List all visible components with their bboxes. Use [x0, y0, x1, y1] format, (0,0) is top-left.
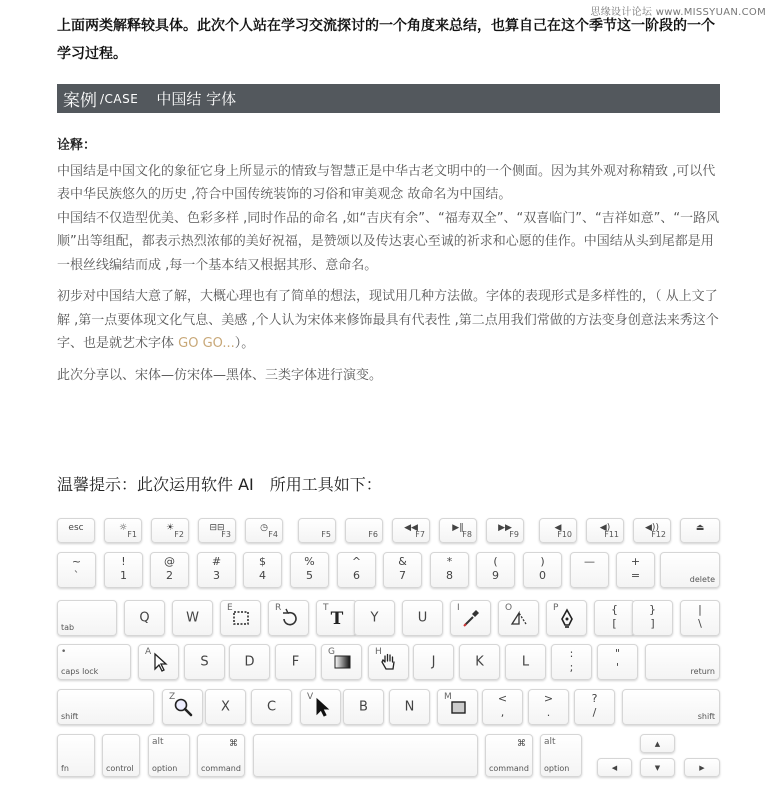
- key-label: shift: [61, 712, 79, 721]
- annotation-paragraph-2: 中国结不仅造型优美、色彩多样 ,同时作品的命名 ,如“吉庆有余”、“福寿双全”、“双喜临门”、“吉祥如意”、“一路风顺”出等组配，都表示热烈浓郁的美好祝福，是赞颂以及传达衷心至诚的祈求和心愿的佳作。中国结从头到尾都是用一根丝线编结而成 ,每一个基本结又根据其形、意命名。: [57, 210, 720, 273]
- key-label-top: |: [698, 603, 702, 616]
- key-u[interactable]: [402, 600, 443, 636]
- key-label: K: [475, 654, 484, 670]
- key-label-bottom: [: [612, 617, 617, 630]
- key-label: control: [106, 764, 134, 773]
- key-t[interactable]: [316, 600, 357, 636]
- key-return[interactable]: [645, 644, 720, 680]
- key-label-alt: alt: [152, 737, 164, 747]
- key-label-top: —: [584, 555, 595, 568]
- key-label: return: [690, 667, 715, 676]
- key-label-bottom: 6: [353, 569, 360, 582]
- key-num-9[interactable]: [476, 552, 515, 588]
- key-lt[interactable]: [482, 689, 523, 725]
- svg-text:T: T: [330, 609, 343, 629]
- key-num-8[interactable]: [430, 552, 469, 588]
- key-label: W: [186, 610, 199, 626]
- key-label-top: }: [649, 603, 656, 616]
- key-label: F5: [321, 530, 331, 539]
- key-delete[interactable]: [660, 552, 720, 588]
- key-f2[interactable]: [151, 518, 189, 543]
- key-m[interactable]: [437, 689, 478, 725]
- key-label-bottom: 2: [166, 569, 173, 582]
- key-label-bottom: 5: [306, 569, 313, 582]
- key-label-top: #: [211, 555, 222, 568]
- key-label: T: [323, 603, 329, 613]
- key-label-bottom: 0: [539, 569, 546, 582]
- command-icon: ⌘: [517, 739, 526, 749]
- key-f[interactable]: [275, 644, 316, 680]
- key-label-top: :: [569, 647, 574, 660]
- key-eject[interactable]: [680, 518, 720, 543]
- key-arrow-right[interactable]: [684, 758, 720, 777]
- key-label: V: [307, 692, 314, 702]
- key-quote[interactable]: [597, 644, 638, 680]
- intro-paragraph: 上面两类解释较具体。此次个人站在学习交流探讨的一个角度来总结，也算自己在这个季节这一阶段的一个学习过程。: [57, 18, 715, 62]
- key-label-top: ?: [591, 692, 598, 705]
- key-r[interactable]: [268, 600, 309, 636]
- key-label-top: ": [614, 647, 621, 660]
- key-f3[interactable]: [198, 518, 236, 543]
- key-lbrace[interactable]: [594, 600, 635, 636]
- key-label-bottom: ': [615, 661, 620, 674]
- key-label: caps lock: [61, 667, 99, 676]
- key-label-bottom: 8: [446, 569, 453, 582]
- key-label-top: ~: [71, 555, 82, 568]
- key-label: A: [145, 647, 152, 657]
- arrow-right-icon: ▶: [699, 763, 705, 772]
- eyedropper-tool-icon: [460, 607, 482, 629]
- key-i[interactable]: [450, 600, 491, 636]
- reflect-tool-icon: [508, 607, 530, 629]
- key-label-top: *: [446, 555, 453, 568]
- key-label-bottom: ;: [569, 661, 574, 674]
- key-f7[interactable]: [392, 518, 430, 543]
- key-label-bottom: 4: [259, 569, 266, 582]
- key-f8[interactable]: [439, 518, 477, 543]
- arrow-down-icon: ▼: [654, 763, 661, 772]
- direct-selection-tool-icon: [148, 651, 170, 673]
- key-num-5[interactable]: [290, 552, 329, 588]
- banner-title: 中国结 字体: [156, 90, 237, 108]
- key-num-7[interactable]: [383, 552, 422, 588]
- key-f11[interactable]: [586, 518, 624, 543]
- key-label: J: [431, 654, 436, 670]
- rewind-icon: ◀◀: [404, 523, 418, 533]
- key-label: D: [244, 654, 255, 670]
- key-e[interactable]: [220, 600, 261, 636]
- key-num-4[interactable]: [243, 552, 282, 588]
- key-label: Q: [139, 610, 150, 626]
- annotation-paragraph-3: [57, 285, 722, 356]
- marquee-tool-icon: [230, 607, 252, 629]
- brightness-up-icon: ☀: [165, 523, 175, 533]
- key-label: shift: [697, 712, 715, 721]
- key-num-11[interactable]: [570, 552, 609, 588]
- expose-icon: ⊟⊟: [209, 523, 225, 533]
- key-label: delete: [689, 575, 715, 584]
- key-z[interactable]: [162, 689, 203, 725]
- p3-text-b: ）。: [234, 336, 255, 351]
- annotation-paragraph-1: 中国结是中国文化的象征它身上所显示的情致与智慧正是中华古老文明中的一个侧面。因为其外观对称精致 ,可以代表中华民族悠久的历史 ,符合中国传统装饰的习俗和审美观念 故命名为中国结。: [57, 163, 716, 202]
- key-label-bottom: 7: [399, 569, 406, 582]
- key-num-6[interactable]: [337, 552, 376, 588]
- rotate-tool-icon: [278, 607, 300, 629]
- brightness-down-icon: ☼: [118, 523, 128, 533]
- p3-text-a: 初步对中国结大意了解，大概心理也有了简单的想法，现试用几种方法做。字体的表现形式是多样性的，（ 从上文了解 ,第一点要体现文化气息、美感 ,个人认为宋体来修饰最具有代表性 ,第二点用我们常做的方法变身创意法来秀这个字、也是就艺术字体: [57, 289, 719, 351]
- key-g[interactable]: [321, 644, 362, 680]
- key-capslock[interactable]: [57, 644, 131, 680]
- key-label: F6: [368, 530, 378, 539]
- key-label: B: [359, 699, 368, 715]
- capslock-indicator: •: [61, 647, 67, 657]
- key-pipe[interactable]: [680, 600, 720, 636]
- key-label: F12: [651, 530, 666, 539]
- key-num-12[interactable]: [616, 552, 655, 588]
- key-label: O: [505, 603, 513, 613]
- key-control[interactable]: [102, 734, 140, 777]
- key-label: F3: [221, 530, 231, 539]
- key-h[interactable]: [368, 644, 409, 680]
- key-label-top: $: [259, 555, 266, 568]
- key-a[interactable]: [138, 644, 179, 680]
- key-label-top: {: [611, 603, 618, 616]
- key-label-alt: alt: [544, 737, 556, 747]
- key-w[interactable]: [172, 600, 213, 636]
- key-f10[interactable]: [539, 518, 577, 543]
- go-go-highlight: GO GO...: [178, 336, 235, 351]
- key-arrow-down[interactable]: [640, 758, 675, 777]
- key-x[interactable]: [205, 689, 246, 725]
- key-arrow-up[interactable]: [640, 734, 675, 753]
- key-label: Y: [370, 610, 379, 626]
- key-label-top: @: [164, 555, 175, 568]
- key-label: esc: [68, 523, 84, 533]
- hand-tool-icon: [378, 651, 400, 673]
- key-label-top: ): [540, 555, 545, 568]
- zoom-tool-icon: [172, 696, 194, 718]
- key-l[interactable]: [505, 644, 546, 680]
- key-num-10[interactable]: [523, 552, 562, 588]
- annotation-paragraph-4: 此次分享以、宋体—仿宋体—黑体、三类字体进行演变。: [57, 367, 383, 383]
- key-label: F7: [415, 530, 425, 539]
- key-label: F2: [174, 530, 184, 539]
- key-label-top: >: [543, 692, 554, 705]
- key-f5[interactable]: [298, 518, 336, 543]
- key-label: F9: [509, 530, 519, 539]
- arrow-up-icon: ▲: [654, 739, 661, 748]
- key-label: L: [521, 654, 530, 670]
- key-command-left[interactable]: [197, 734, 245, 777]
- key-label: S: [200, 654, 209, 670]
- key-label-top: <: [497, 692, 508, 705]
- key-option-left[interactable]: [148, 734, 190, 777]
- annotation-section: [57, 134, 722, 387]
- watermark: 思缘设计论坛 www.MISSYUAN.COM: [590, 7, 766, 18]
- key-label-bottom: 1: [120, 569, 127, 582]
- key-label: X: [221, 699, 230, 715]
- annotation-label: 诠释：: [57, 138, 97, 153]
- key-question[interactable]: [574, 689, 615, 725]
- key-gt[interactable]: [528, 689, 569, 725]
- volume-down-icon: ◀): [599, 523, 611, 533]
- key-label: fn: [61, 764, 69, 773]
- key-v[interactable]: [300, 689, 341, 725]
- key-num-2[interactable]: [150, 552, 189, 588]
- rectangle-tool-icon: [447, 696, 469, 718]
- key-label: F1: [127, 530, 137, 539]
- key-label-top: &: [398, 555, 407, 568]
- key-fn[interactable]: [57, 734, 95, 777]
- tip-heading: 温馨提示：此次运用软件 AI 所用工具如下：: [57, 475, 382, 494]
- gradient-tool-icon: [331, 651, 353, 673]
- key-arrow-left[interactable]: [597, 758, 632, 777]
- key-label-bottom: 9: [492, 569, 499, 582]
- key-label: F4: [268, 530, 278, 539]
- pen-tool-icon: [556, 607, 578, 629]
- key-label-top: %: [304, 555, 315, 568]
- banner-sublabel: /CASE: [100, 91, 139, 106]
- arrow-left-icon: ◀: [611, 763, 618, 772]
- key-shift-left[interactable]: [57, 689, 154, 725]
- key-label-bottom: .: [546, 706, 551, 719]
- key-num-0[interactable]: [57, 552, 96, 588]
- key-label: command: [201, 764, 241, 773]
- key-n[interactable]: [389, 689, 430, 725]
- key-label-bottom: ]: [650, 617, 655, 630]
- key-j[interactable]: [413, 644, 454, 680]
- key-c[interactable]: [251, 689, 292, 725]
- key-label: E: [227, 603, 233, 613]
- key-shift-right[interactable]: [622, 689, 720, 725]
- play-pause-icon: ▶‖: [452, 523, 464, 533]
- key-rbrace[interactable]: [632, 600, 673, 636]
- key-label: option: [152, 764, 178, 773]
- type-tool-icon: [326, 607, 348, 629]
- dashboard-icon: ◷: [260, 523, 268, 533]
- key-q[interactable]: [124, 600, 165, 636]
- key-label-top: +: [630, 555, 641, 568]
- key-o[interactable]: [498, 600, 539, 636]
- key-num-3[interactable]: [197, 552, 236, 588]
- key-space[interactable]: [253, 734, 478, 777]
- section-banner: [57, 84, 720, 113]
- key-label: F: [291, 654, 300, 670]
- key-label-top: !: [121, 555, 126, 568]
- key-option-right[interactable]: [540, 734, 582, 777]
- key-label-bottom: \: [698, 617, 702, 630]
- key-label: C: [266, 699, 277, 715]
- key-label: M: [444, 692, 452, 702]
- mute-icon: ◀: [554, 523, 562, 533]
- key-f4[interactable]: [245, 518, 283, 543]
- key-y[interactable]: [354, 600, 395, 636]
- key-esc[interactable]: [57, 518, 95, 543]
- key-label: U: [417, 610, 428, 626]
- key-label: command: [489, 764, 529, 773]
- key-b[interactable]: [343, 689, 384, 725]
- key-label: N: [404, 699, 415, 715]
- key-label: F11: [604, 530, 619, 539]
- key-d[interactable]: [229, 644, 270, 680]
- key-label-bottom: 3: [213, 569, 220, 582]
- key-label: tab: [61, 623, 75, 632]
- key-k[interactable]: [459, 644, 500, 680]
- key-label: R: [275, 603, 282, 613]
- key-label-bottom: `: [73, 569, 80, 582]
- command-icon: ⌘: [229, 739, 238, 749]
- key-label-bottom: =: [630, 569, 641, 582]
- key-f1[interactable]: [104, 518, 142, 543]
- key-num-1[interactable]: [104, 552, 143, 588]
- key-label: F10: [557, 530, 572, 539]
- key-label: G: [328, 647, 335, 657]
- key-label: P: [553, 603, 559, 613]
- key-f9[interactable]: [486, 518, 524, 543]
- key-label: option: [544, 764, 570, 773]
- key-label-top: (: [493, 555, 498, 568]
- key-semicolon[interactable]: [551, 644, 592, 680]
- key-label-bottom: /: [592, 706, 597, 719]
- key-label-top: ^: [351, 555, 362, 568]
- key-label: I: [457, 603, 460, 613]
- fast-forward-icon: ▶▶: [498, 523, 512, 533]
- key-p[interactable]: [546, 600, 587, 636]
- selection-tool-icon: [310, 696, 332, 718]
- banner-label: 案例: [63, 91, 97, 111]
- key-command-right[interactable]: [485, 734, 533, 777]
- key-label: F8: [462, 530, 472, 539]
- key-f12[interactable]: [633, 518, 671, 543]
- volume-up-icon: ◀)): [645, 523, 659, 533]
- key-f6[interactable]: [345, 518, 383, 543]
- eject-icon: ⏏: [695, 523, 705, 533]
- key-label: H: [375, 647, 382, 657]
- key-tab[interactable]: [57, 600, 117, 636]
- key-label-bottom: ,: [500, 706, 505, 719]
- key-s[interactable]: [184, 644, 225, 680]
- key-label: Z: [169, 692, 176, 702]
